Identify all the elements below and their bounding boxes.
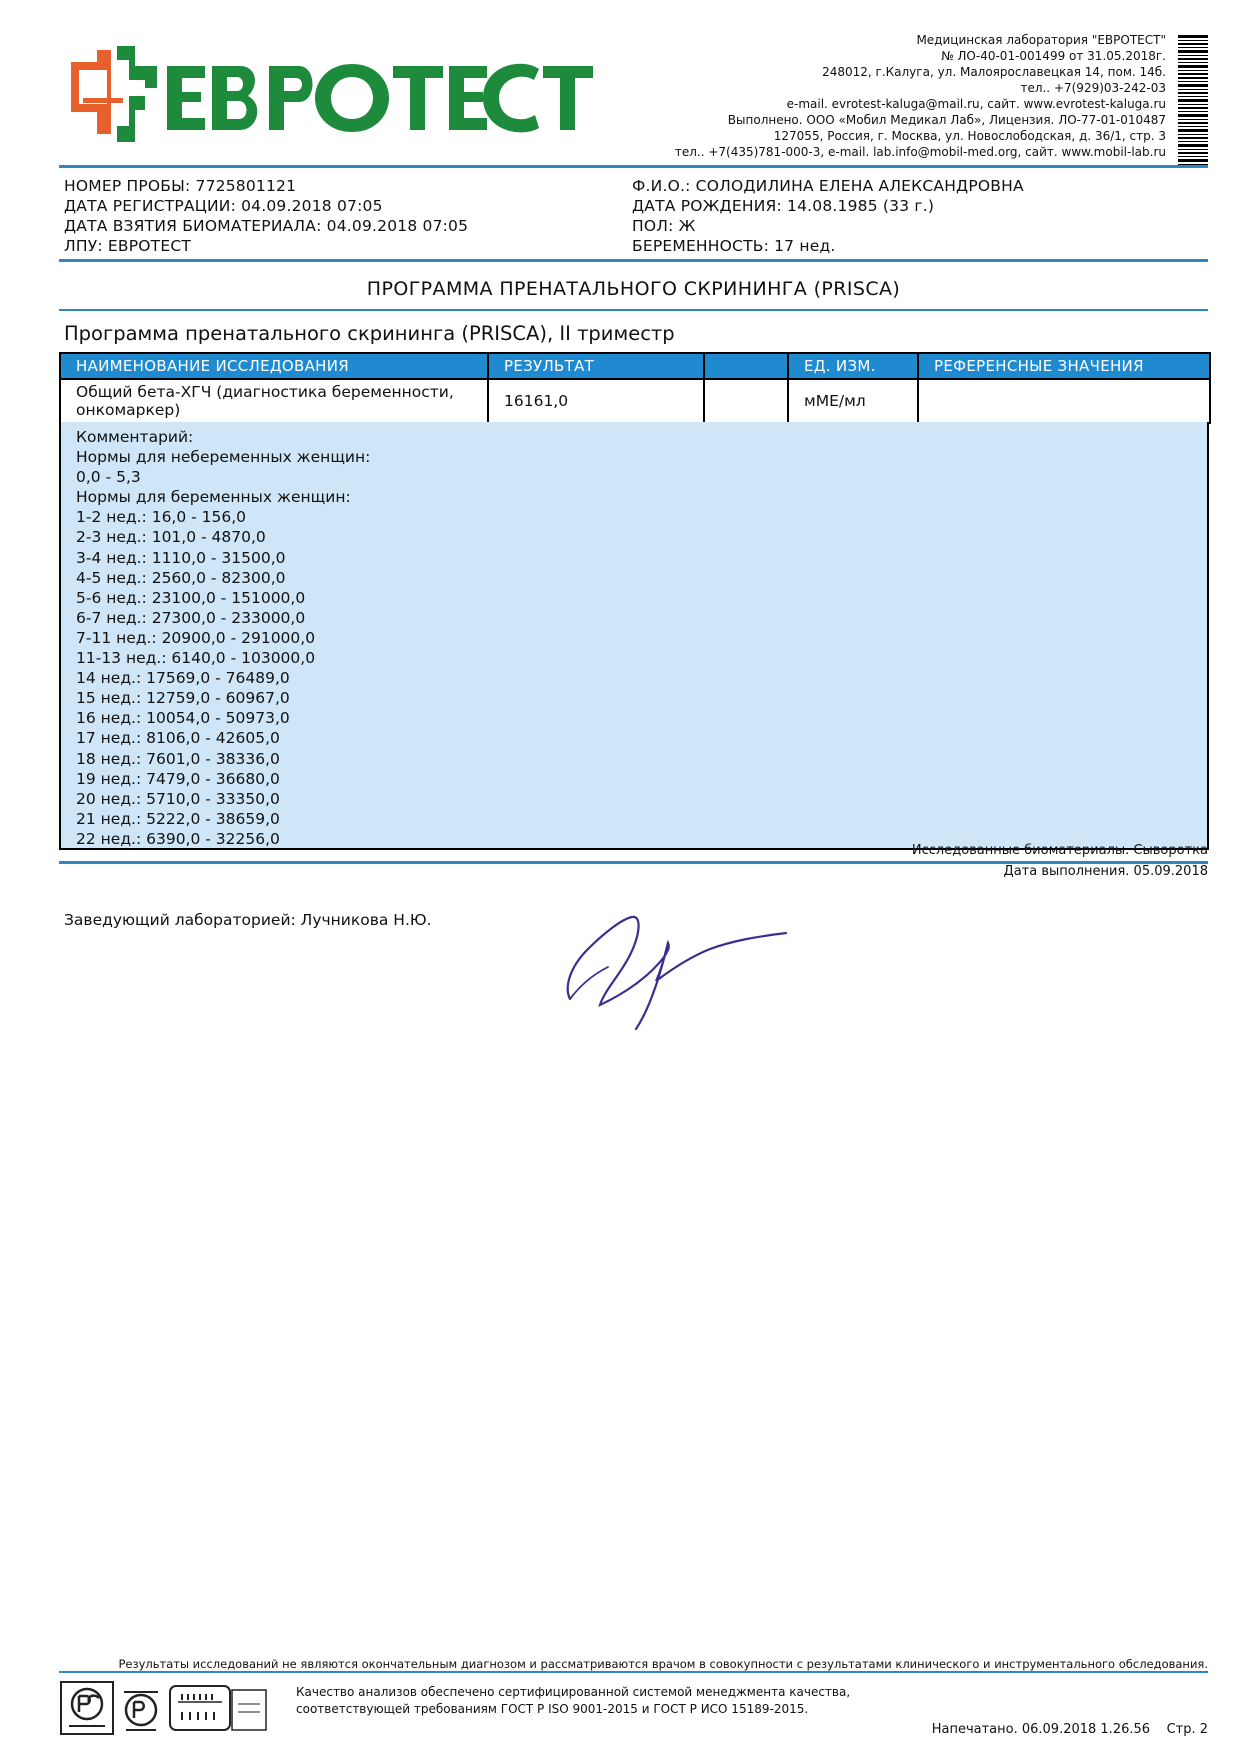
comment-line: 14 нед.: 17569,0 - 76489,0	[76, 669, 290, 688]
disclaimer: Результаты исследований не являются окончательным диагнозом и рассматриваются врачом в совокупности с результатами клинического и инструментального обследования.	[118, 1657, 1208, 1671]
program-title: ПРОГРАММА ПРЕНАТАЛЬНОГО СКРИНИНГА (PRISCA)	[366, 278, 901, 300]
comment-text	[76, 427, 370, 849]
table-row	[60, 379, 1210, 423]
comment-line: 20 нед.: 5710,0 - 33350,0	[76, 789, 280, 808]
printed-date: Напечатано. 06.09.2018 1.26.56	[931, 1722, 1151, 1737]
patient-name: Ф.И.О.: СОЛОДИЛИНА ЕЛЕНА АЛЕКСАНДРОВНА	[632, 177, 1024, 195]
birth-date: ДАТА РОЖДЕНИЯ: 14.08.1985 (33 г.)	[632, 197, 935, 215]
head-of-lab: Заведующий лабораторией: Лучникова Н.Ю.	[64, 911, 432, 929]
col-header-reference: РЕФЕРЕНСНЫЕ ЗНАЧЕНИЯ	[918, 353, 1210, 379]
rst-ism-cert-icon	[59, 1680, 115, 1736]
comment-line: 19 нед.: 7479,0 - 36680,0	[76, 769, 280, 788]
lab-performer-address: 127055, Россия, г. Москва, ул. Новослободская, д. 36/1, стр. 3	[773, 129, 1166, 143]
col-header-name: НАИМЕНОВАНИЕ ИССЛЕДОВАНИЯ	[60, 353, 488, 379]
title-rule	[59, 309, 1208, 311]
institution: ЛПУ: ЕВРОТЕСТ	[64, 237, 192, 255]
footer-rule	[59, 1671, 1208, 1673]
comment-line: 18 нед.: 7601,0 - 38336,0	[76, 749, 280, 768]
lab-license: № ЛО-40-01-001499 от 31.05.2018г.	[941, 49, 1166, 63]
collection-date: ДАТА ВЗЯТИЯ БИОМАТЕРИАЛА: 04.09.2018 07:05	[64, 217, 469, 235]
test-result: 16161,0	[488, 379, 704, 423]
quality-statement	[296, 1684, 850, 1718]
comment-line: Нормы для небеременных женщин:	[76, 448, 371, 467]
comment-line: 2-3 нед.: 101,0 - 4870,0	[76, 528, 266, 547]
lab-email: e-mail. evrotest-kaluga@mail.ru, сайт. www.evrotest-kaluga.ru	[786, 97, 1166, 111]
comment-line: 0,0 - 5,3	[76, 468, 141, 487]
comment-line: 6-7 нед.: 27300,0 - 233000,0	[76, 608, 306, 627]
lab-performer-contacts: тел.. +7(435)781-000-3, e-mail. lab.info@mobil-med.org, сайт. www.mobil-lab.ru	[674, 145, 1166, 159]
comment-line: 1-2 нед.: 16,0 - 156,0	[76, 508, 247, 527]
page-number: Стр. 2	[1166, 1722, 1208, 1737]
pregnancy-week: БЕРЕМЕННОСТЬ: 17 нед.	[632, 237, 836, 255]
comment-block	[59, 422, 1209, 850]
sex: ПОЛ: Ж	[632, 217, 696, 235]
print-info	[932, 1722, 1208, 1737]
comment-line: Комментарий:	[76, 428, 194, 446]
comment-line: Нормы для беременных женщин:	[76, 488, 351, 507]
header-rule	[59, 165, 1208, 168]
comment-line: 7-11 нед.: 20900,0 - 291000,0	[76, 628, 316, 647]
comment-line: 11-13 нед.: 6140,0 - 103000,0	[76, 649, 316, 668]
lab-address: 248012, г.Калуга, ул. Малоярославецкая 14, пом. 14б.	[822, 65, 1166, 79]
col-header-flag	[704, 353, 788, 379]
test-flag	[704, 379, 788, 423]
lab-name: Медицинская лаборатория "ЕВРОТЕСТ"	[916, 33, 1166, 47]
completion-date: Дата выполнения. 05.09.2018	[1003, 864, 1208, 879]
comment-line: 4-5 нед.: 2560,0 - 82300,0	[76, 568, 286, 587]
col-header-unit: ЕД. ИЗМ.	[788, 353, 918, 379]
comment-line: 15 нед.: 12759,0 - 60967,0	[76, 689, 290, 708]
logo-cross-green	[117, 46, 157, 142]
lab-performed-by: Выполнено. ООО «Мобил Медикал Лаб», Лицензия. ЛО-77-01-010487	[727, 113, 1166, 127]
signature	[560, 895, 800, 1045]
biomaterial: Исследованные биоматериалы. Сыворотка	[911, 843, 1208, 858]
test-reference	[918, 379, 1210, 423]
barcode	[1178, 35, 1208, 167]
test-unit: мМЕ/мл	[788, 379, 918, 423]
col-header-result: РЕЗУЛЬТАТ	[488, 353, 704, 379]
test-name: Общий бета-ХГЧ (диагностика беременности, онкомаркер)	[60, 379, 488, 423]
registration-date: ДАТА РЕГИСТРАЦИИ: 04.09.2018 07:05	[64, 197, 383, 215]
comment-line: 16 нед.: 10054,0 - 50973,0	[76, 709, 290, 728]
quality-line-2: соответствующей требованиям ГОСТ Р ISO 9001-2015 и ГОСТ Р ИСО 15189-2015.	[296, 1702, 809, 1716]
comment-line: 3-4 нед.: 1110,0 - 31500,0	[76, 548, 286, 567]
sample-rule	[59, 259, 1208, 262]
vniis-iso-cert-icon	[168, 1680, 268, 1736]
comment-line: 17 нед.: 8106,0 - 42605,0	[76, 729, 280, 748]
results-table	[59, 352, 1211, 424]
sample-number: НОМЕР ПРОБЫ: 7725801121	[64, 177, 297, 195]
registr-cert-icon	[118, 1680, 164, 1736]
comment-line: 21 нед.: 5222,0 - 38659,0	[76, 809, 280, 828]
quality-line-1: Качество анализов обеспечено сертифицированной системой менеджмента качества,	[296, 1685, 851, 1699]
comment-line: 22 нед.: 6390,0 - 32256,0	[76, 829, 280, 848]
lab-phone: тел.. +7(929)03-242-03	[1020, 81, 1166, 95]
section-title: Программа пренатального скрининга (PRISCA), II триместр	[64, 322, 675, 345]
comment-line: 5-6 нед.: 23100,0 - 151000,0	[76, 588, 306, 607]
